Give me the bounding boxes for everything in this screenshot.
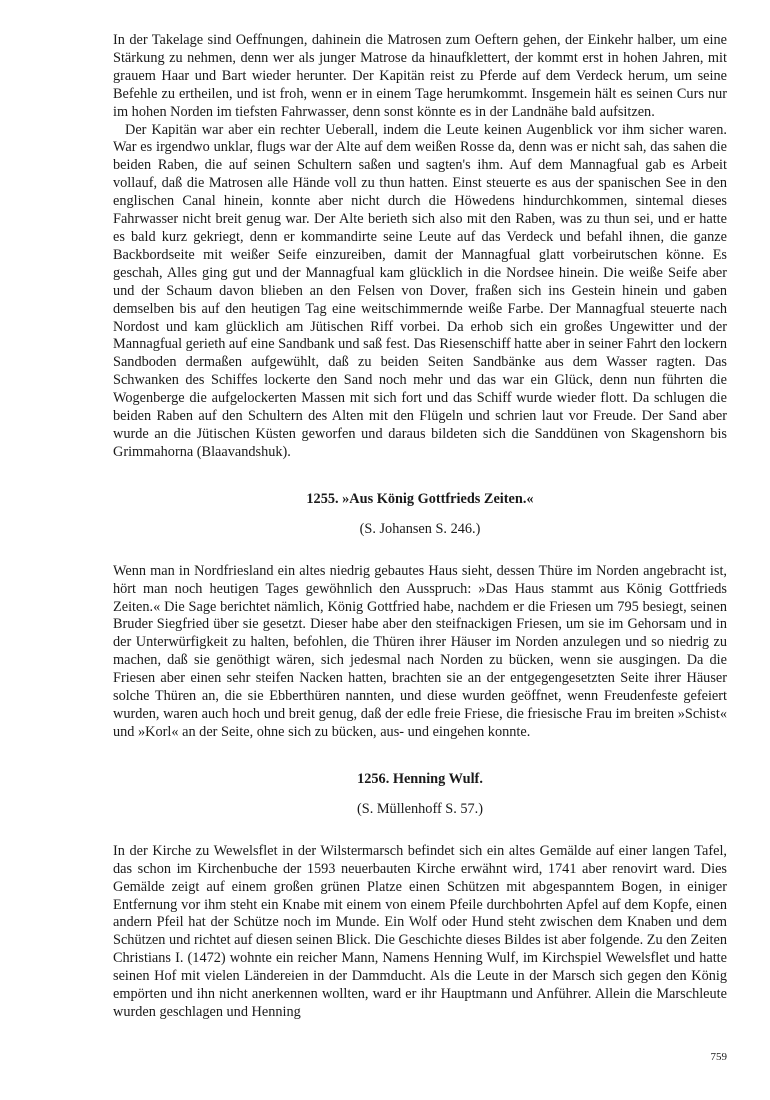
section-1255-paragraph: Wenn man in Nordfriesland ein altes niedrig gebautes Haus sieht, dessen Thüre im Norden angebracht ist, hört man noch heutigen Tages gewöhnlich den Ausspruch: »Das Haus stammt aus König Gottfrieds Zeiten.« Die Sage berichtet nämlich, König Gottfried habe, nachdem er die Friesen um 795 besiegt, seinen Bruder Siegfried über sie gesetzt. Dieser habe aber den steifnackigen Friesen, um sie im Gehorsam und in der Unterwürfigkeit zu halten, befohlen, die Thüren ihrer Häuser im Norden anzulegen und so niedrig zu machen, daß sie genöthigt wären, sich jedesmal nach Norden zu bücken, wenn sie ausgingen. Da die Friesen aber einen sehr steifen Nacken hatten, brachten sie an der entgegengesetzten Seite ihrer Häuser solche Thüren an, die sie Ebberthüren nannten, und diese wurden geöffnet, wenn Freudenfeste gefeiert wurden, waren auch hoch und breit genug, daß der edle freie Friese, die friesische Frau im breiten »Schist« und »Korl« an der Seite, ohne sich zu bücken, aus- und eingehen konnte. [113, 562, 727, 740]
paragraph-takelage: In der Takelage sind Oeffnungen, dahinein die Matrosen zum Oeftern gehen, der Einkehr halber, um eine Stärkung zu nehmen, denn wer als junger Matrose da hinaufklettert, der kommt erst in hohen Jahren, mit grauem Haar und Bart wieder herunter. Der Kapitän reist zu Pferde auf dem Verdeck herum, um seine Befehle zu ertheilen, und ist froh, wenn er in einem Tage herumkommt. Insgemein hält es seinen Curs nur im hohen Norden im tiefsten Fahrwasser, denn sonst könnte es in der Landnähe bald aufsitzen. [113, 32, 727, 120]
top-section [113, 32, 727, 462]
section-1256-paragraph: In der Kirche zu Wewelsflet in der Wilstermarsch befindet sich ein altes Gemälde auf einer langen Tafel, das schon im Kirchenbuche der 1593 neuerbauten Kirche erwähnt wird, 1741 aber renovirt ward. Dies Gemälde zeigt auf einem großen grünen Platze einen Schützen mit abgespanntem Bogen, in einiger Entfernung vor ihm steht ein Knabe mit einem von einem Pfeile durchbohrten Apfel auf dem Kopfe, einen andern Pfeil hat der Schütze noch im Munde. Ein Wolf oder Hund steht zwischen dem Knaben und dem Schützen und richtet auf diesen seinen Blick. Die Geschichte dieses Bildes ist aber folgende. Zu den Zeiten Christians I. (1472) wohnte ein reicher Mann, Namens Henning Wulf, im Kirchspiel Wewelsflet und hatte seinen Hof mit vielen Ländereien in der Dammducht. Als die Leute in der Marsch sich gegen den König empörten und ihn nicht anerkennen wollten, ward er ihr Hauptmann und Anführer. Allein die Marschleute wurden geschlagen und Henning [113, 842, 727, 1020]
section-1255-heading: 1255. »Aus König Gottfrieds Zeiten.« [306, 490, 534, 507]
page-body [113, 32, 727, 1022]
section-1256 [113, 770, 727, 1022]
section-1256-heading: 1256. Henning Wulf. [357, 770, 483, 787]
section-1255 [113, 490, 727, 742]
paragraph-kapitaen: Der Kapitän war aber ein rechter Ueberall, indem die Leute keinen Augenblick vor ihm sicher waren. War es irgendwo unklar, flugs war der Alte auf dem weißen Rosse da, denn was er nicht sah, das sahen die beiden Raben, die auf seinen Schultern saßen und sagten's ihm. Auf dem Mannagfual gab es Arbeit vollauf, daß die Matrosen alle Hände voll zu thun hatten. Einst steuerte es aus der spanischen See in den englischen Canal hinein, konnte aber nicht durch die Höwedens hindurchkommen, sintemal dieses Fahrwasser nicht breit genug war. Der Alte berieth sich also mit den Raben, was zu thun sei, und er hatte es bald kurz gekriegt, denn er kommandirte seine Leute auf das Verdeck und befahl ihnen, die ganze Backbordseite mit weißer Seife einzureiben, damit der Mannagfual glatt vorbeirutschen könne. Es geschah, Alles ging gut und der Mannagfual kam glücklich in die Nordsee hinein. Die weiße Seife aber und der Schaum davon blieben an den Felsen von Dover, fraßen sich ins Gestein hinein und gaben demselben bis auf den heutigen Tag eine weitschimmernde weiße Farbe. Der Mannagfual steuerte nach Nordost und kam glücklich am Jütischen Riff vorbei. Da erhob sich ein großes Ungewitter und der Mannagfual gerieth auf eine Sandbank und saß fest. Das Riesenschiff hatte aber in seiner Fahrt den lockern Sandboden dermaßen aufgewühlt, daß zu beiden Seiten Sandbänke aus dem Wasser ragten. Das Schwanken des Schiffes lockerte den Sand noch mehr und das war ein Glück, denn nun führten die Wogenberge die aufgelockerten Massen mit sich fort und das Schiff wurde wieder flott. Da schlugen die beiden Raben auf den Schultern des Alten mit den Flügeln und schrien laut vor Freude. Der Sand aber wurde an die Jütischen Küsten geworfen und daraus bildeten sich die Sanddünen von Skagenshorn bis Grimmahorna (Blaavandshuk). [113, 121, 727, 460]
section-1256-source: (S. Müllenhoff S. 57.) [356, 800, 484, 817]
page-number: 759 [710, 1051, 727, 1063]
section-1255-source: (S. Johansen S. 246.) [359, 520, 481, 537]
